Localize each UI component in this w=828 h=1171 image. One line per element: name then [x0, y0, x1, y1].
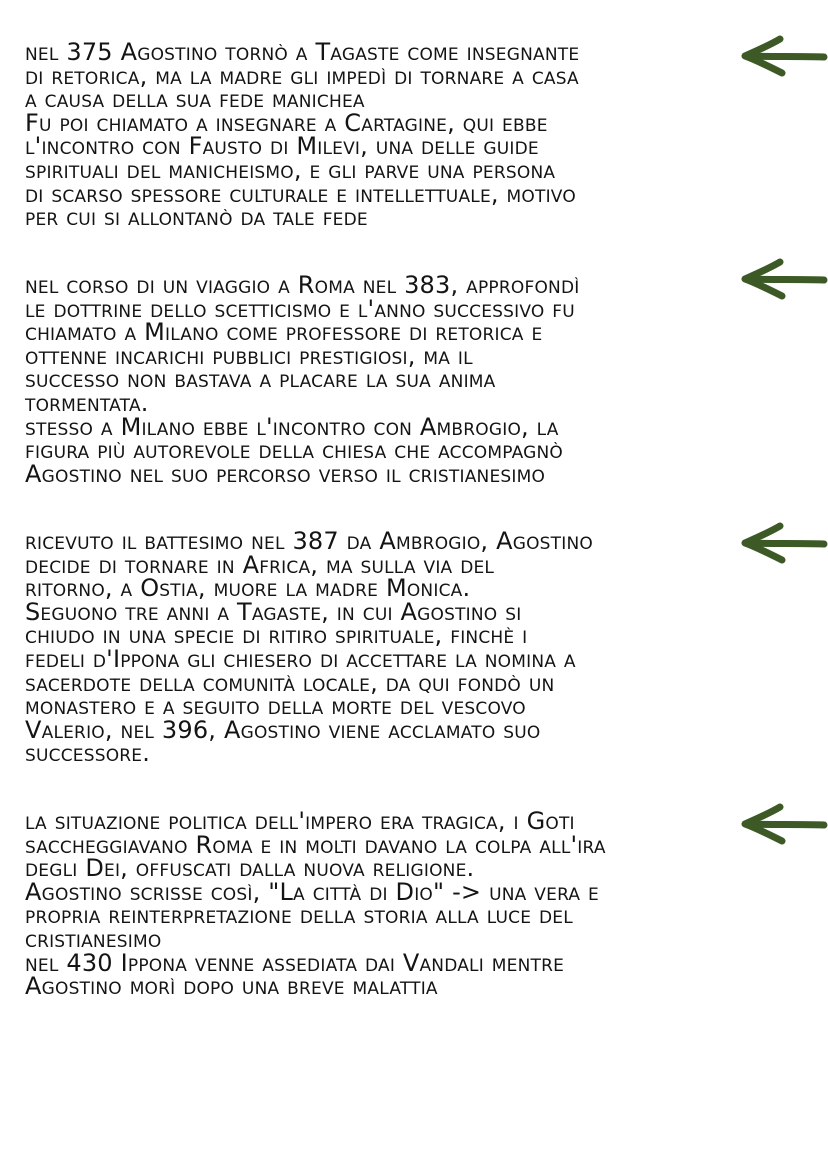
- text-line: le dottrine dello scetticismo e l'anno successivo fu: [25, 294, 575, 323]
- text-line: Fu poi chiamato a insegnare a Cartagine, qui ebbe: [25, 108, 548, 137]
- text-line: a causa della sua fede manichea: [25, 85, 365, 114]
- text-line: ricevuto il battesimo nel 387 da Ambrogio, Agostino: [25, 527, 593, 555]
- text-line: successo non bastava a placare la sua anima: [25, 365, 496, 394]
- text-line: per cui si allontanò da tale fede: [25, 203, 368, 232]
- text-section-1: [25, 38, 725, 232]
- text-line: sacerdote della comunità locale, da qui fondò un: [25, 668, 555, 697]
- text-line: decide di tornare in Africa, ma sulla via del: [25, 550, 495, 579]
- text-line: ritorno, a Ostia, muore la madre Monica.: [25, 574, 471, 603]
- arrow-left-icon: [740, 34, 828, 78]
- text-line: degli Dei, offuscati dalla nuova religione.: [25, 854, 475, 883]
- text-line: chiamato a Milano come professore di retorica e: [25, 318, 543, 347]
- text-line: monastero e a seguito della morte del vescovo: [25, 692, 526, 721]
- arrow-left-icon: [740, 521, 828, 565]
- text-line: la situazione politica dell'impero era tragica, i Goti: [25, 807, 575, 835]
- text-line: Agostino scrisse così, "La città di Dio" -> una vera e: [25, 877, 599, 906]
- text-line: chiudo in una specie di ritiro spirituale, finchè i: [25, 621, 528, 650]
- text-section-4: [25, 807, 725, 1001]
- text-line: nel corso di un viaggio a Roma nel 383, approfondì: [25, 271, 580, 299]
- arrow-left-icon: [740, 802, 828, 846]
- text-line: Seguono tre anni a Tagaste, in cui Agostino si: [25, 597, 522, 626]
- text-line: tormentata.: [25, 388, 149, 417]
- text-line: propria reinterpretazione della storia alla luce del: [25, 901, 573, 930]
- text-line: saccheggiavano Roma e in molti davano la colpa all'ira: [25, 830, 606, 859]
- text-line: stesso a Milano ebbe l'incontro con Ambrogio, la: [25, 412, 559, 441]
- text-line: fedeli d'Ippona gli chiesero di accettare la nomina a: [25, 644, 576, 673]
- text-line: di retorica, ma la madre gli impedì di tornare a casa: [25, 61, 579, 90]
- text-line: Agostino nel suo percorso verso il cristianesimo: [25, 459, 546, 488]
- text-line: successore.: [25, 739, 151, 768]
- text-section-3: [25, 527, 725, 768]
- text-line: figura più autorevole della chiesa che accompagnò: [25, 436, 563, 465]
- text-line: Valerio, nel 396, Agostino viene acclamato suo: [25, 715, 541, 744]
- text-line: nel 375 Agostino tornò a Tagaste come insegnante: [25, 38, 580, 66]
- text-line: nel 430 Ippona venne assediata dai Vandali mentre: [25, 948, 565, 977]
- text-line: Agostino morì dopo una breve malattia: [25, 972, 438, 1001]
- text-line: cristianesimo: [25, 924, 162, 953]
- arrow-left-icon: [740, 257, 828, 301]
- text-section-2: [25, 271, 725, 488]
- text-line: di scarso spessore culturale e intellettuale, motivo: [25, 179, 576, 208]
- text-line: l'incontro con Fausto di Milevi, una delle guide: [25, 132, 539, 161]
- text-line: spirituali del manicheismo, e gli parve una persona: [25, 155, 556, 184]
- text-line: ottenne incarichi pubblici prestigiosi, ma il: [25, 341, 473, 370]
